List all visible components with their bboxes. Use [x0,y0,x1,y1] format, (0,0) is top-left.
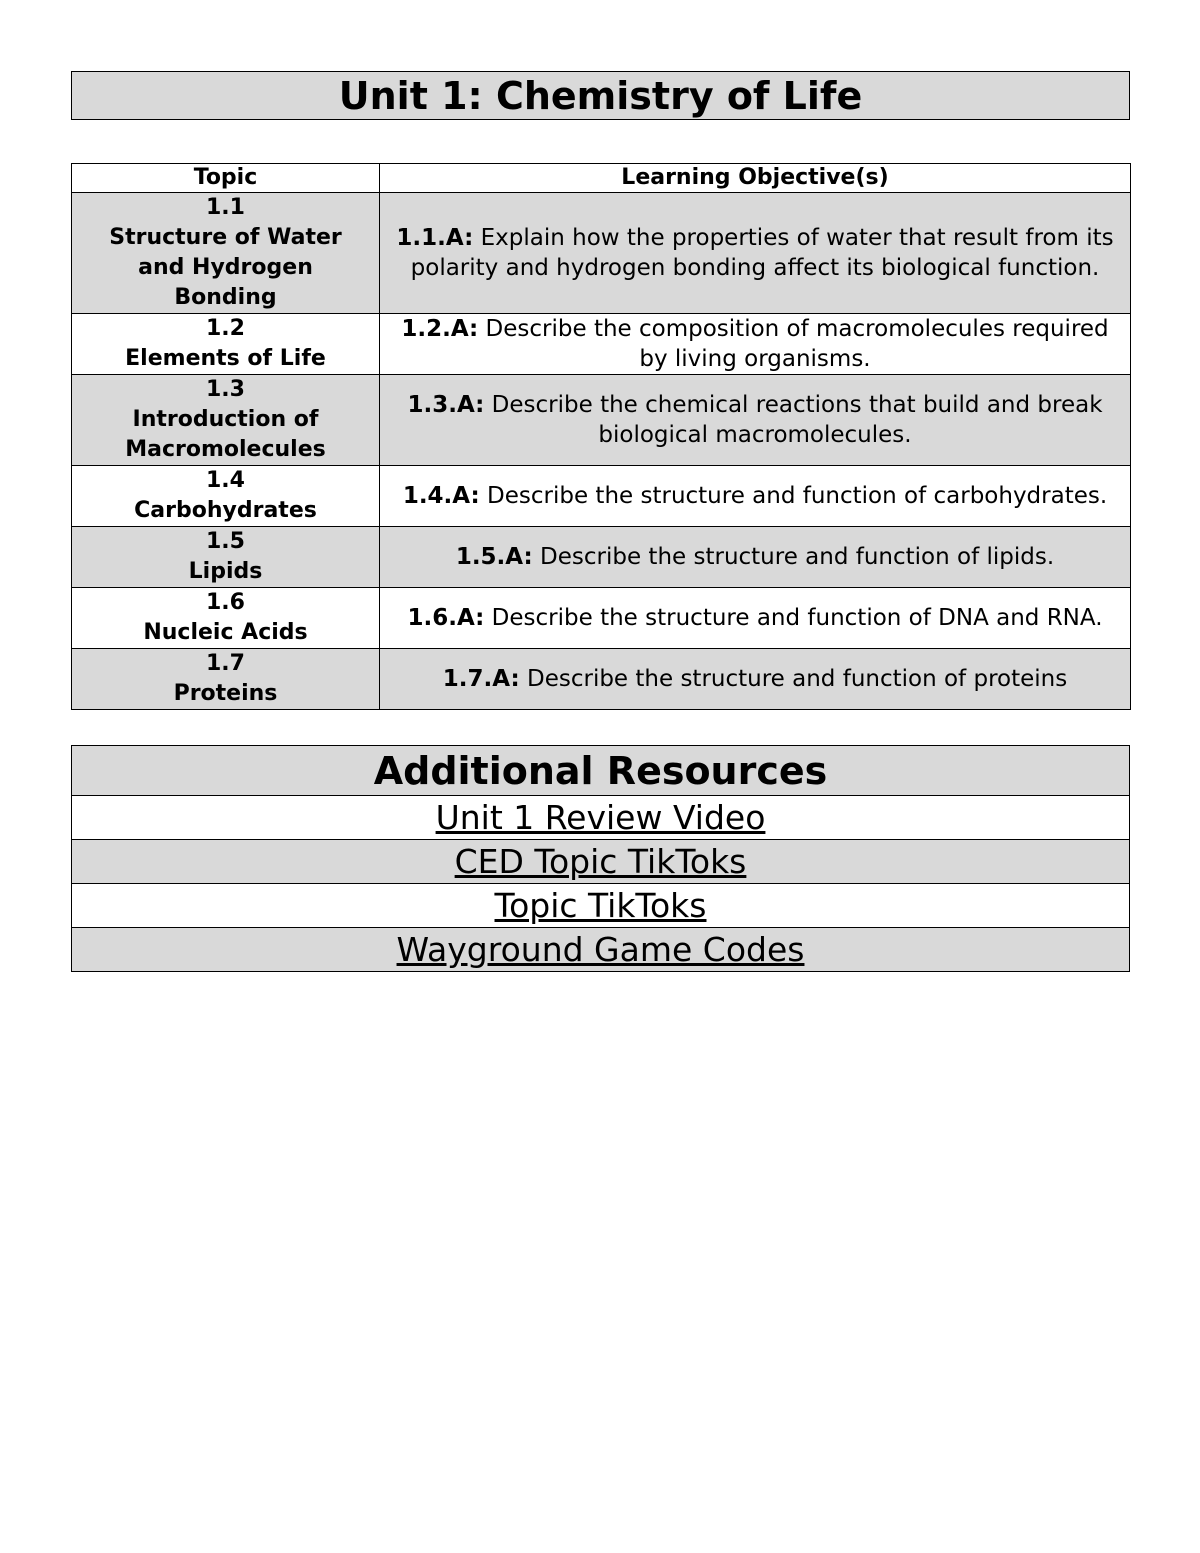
objective-text: Explain how the properties of water that result from its polarity and hydrogen bonding affect its biological function. [410,225,1114,281]
resource-cell [72,840,1130,884]
wayground-game-codes-link[interactable]: Wayground Game Codes [396,930,805,969]
table-row [72,314,1131,375]
resource-row [72,884,1130,928]
table-row [72,466,1131,527]
objective-text: Describe the structure and function of carbohydrates. [479,483,1108,509]
table-row [72,527,1131,588]
table-row [72,588,1131,649]
objective-code: 1.1.A: [396,225,474,251]
objective-text: Describe the chemical reactions that build and break biological macromolecules. [484,392,1103,448]
unit-review-video-link[interactable]: Unit 1 Review Video [435,798,766,837]
topic-cell [72,193,380,314]
resources-header-row [72,746,1130,796]
objective-cell [380,649,1131,710]
topic-cell [72,588,380,649]
resource-cell [72,928,1130,972]
topic-number: 1.2 [206,316,245,341]
objective-text: Describe the structure and function of proteins [519,666,1068,692]
topic-number: 1.1 [206,195,245,220]
unit-title-box [71,71,1130,120]
objective-code: 1.3.A: [407,392,485,418]
topic-number: 1.4 [206,468,245,493]
topic-cell [72,649,380,710]
objective-code: 1.6.A: [407,605,485,631]
objective-header: Learning Objective(s) [380,164,1131,193]
objective-cell [380,466,1131,527]
objective-cell [380,588,1131,649]
topic-tiktoks-link[interactable]: Topic TikToks [494,886,707,925]
topic-name: Introduction of Macromolecules [125,407,326,462]
resource-row [72,796,1130,840]
topic-name: Carbohydrates [134,498,317,523]
learning-objectives-table [71,163,1131,710]
topic-header: Topic [72,164,380,193]
resource-cell [72,796,1130,840]
topic-cell [72,527,380,588]
topic-name: Proteins [173,681,278,706]
objective-code: 1.4.A: [402,483,480,509]
objective-cell [380,375,1131,466]
table-header-row [72,164,1131,193]
objective-cell [380,527,1131,588]
ced-topic-tiktoks-link[interactable]: CED Topic TikToks [454,842,747,881]
resources-heading: Additional Resources [72,746,1130,796]
topic-cell [72,314,380,375]
objective-cell [380,314,1131,375]
objective-cell [380,193,1131,314]
objective-code: 1.2.A: [401,316,479,342]
topic-cell [72,466,380,527]
topic-number: 1.3 [206,377,245,402]
unit-title: Unit 1: Chemistry of Life [338,73,863,118]
topic-name: Elements of Life [125,346,326,371]
resource-cell [72,884,1130,928]
objective-code: 1.7.A: [442,666,520,692]
table-row [72,375,1131,466]
topic-number: 1.7 [206,651,245,676]
resource-row [72,840,1130,884]
topic-cell [72,375,380,466]
topic-number: 1.5 [206,529,245,554]
topic-name: Structure of Water and Hydrogen Bonding [109,225,342,310]
objective-text: Describe the structure and function of DNA and RNA. [484,605,1103,631]
topic-name: Nucleic Acids [143,620,308,645]
topic-number: 1.6 [206,590,245,615]
resource-row [72,928,1130,972]
table-row [72,193,1131,314]
objective-text: Describe the structure and function of lipids. [532,544,1055,570]
topic-name: Lipids [188,559,263,584]
objective-code: 1.5.A: [455,544,533,570]
objective-text: Describe the composition of macromolecules required by living organisms. [478,316,1109,372]
additional-resources-table [71,745,1130,972]
table-row [72,649,1131,710]
